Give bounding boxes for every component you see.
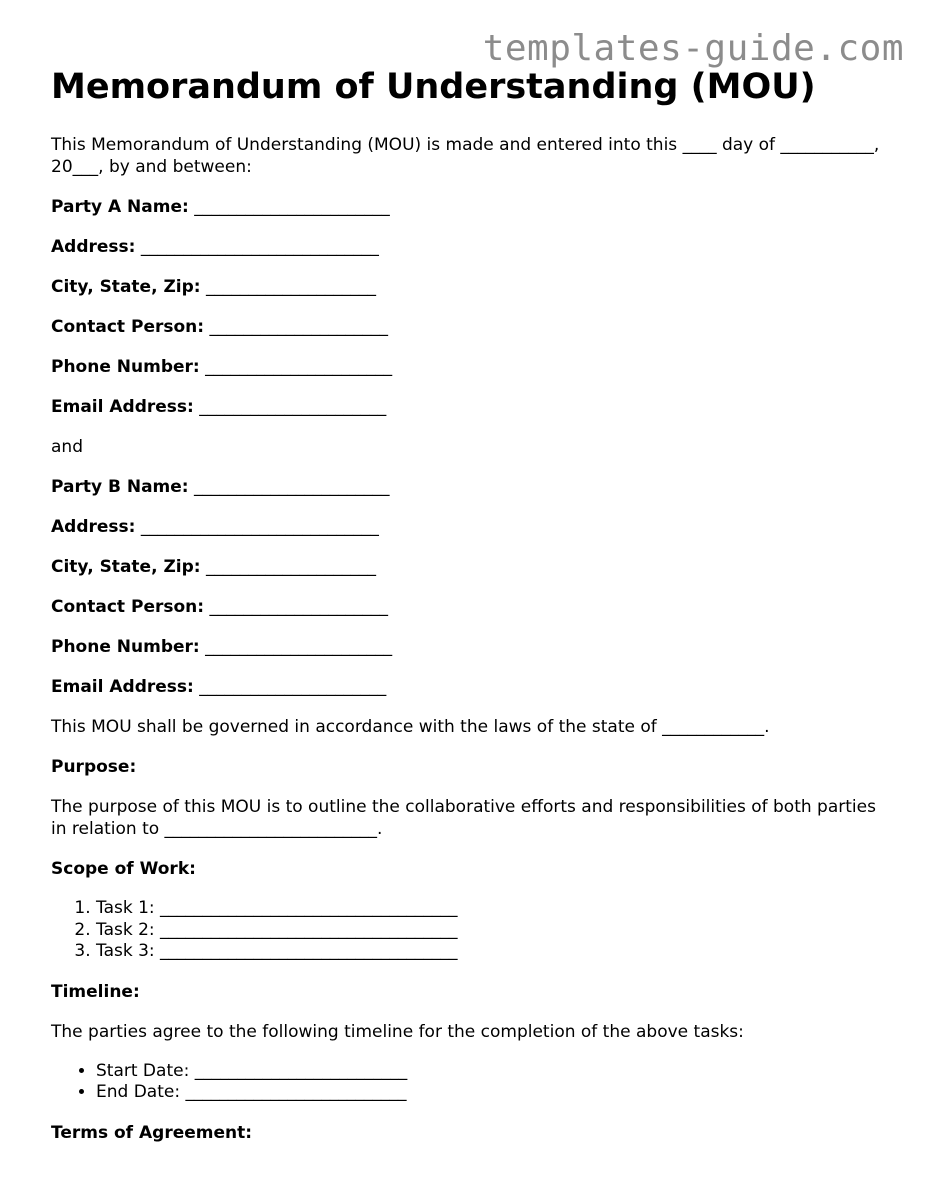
- party-a-phone-field: [51, 356, 891, 378]
- start-date-item: • Start Date: _________________________: [96, 1061, 891, 1083]
- party-a-name-blank: _______________________: [194, 197, 390, 217]
- party-b-city-blank: ____________________: [205, 557, 376, 577]
- end-date-item: • End Date: __________________________: [96, 1082, 891, 1104]
- purpose-paragraph: The purpose of this MOU is to outline the collaborative efforts and responsibilities of both parties in relation to _________________________.: [51, 797, 876, 839]
- purpose-heading: Purpose:: [51, 757, 137, 777]
- party-a-email-label: Email Address:: [51, 397, 194, 417]
- document-page: [51, 64, 891, 1144]
- task-item: 1. Task 1: ___________________________________: [96, 898, 891, 920]
- party-a-city-label: City, State, Zip:: [51, 277, 201, 297]
- date-list: [51, 1061, 891, 1104]
- party-a-contact-blank: _____________________: [209, 317, 388, 337]
- party-a-contact-field: [51, 316, 891, 338]
- party-b-address-field: [51, 516, 891, 538]
- party-a-phone-blank: ______________________: [205, 357, 393, 377]
- party-b-address-label: Address:: [51, 517, 136, 537]
- party-a-email-field: [51, 396, 891, 418]
- task-item: 2. Task 2: ___________________________________: [96, 920, 891, 942]
- party-a-address-label: Address:: [51, 237, 136, 257]
- party-b-contact-field: [51, 596, 891, 618]
- party-a-address-field: [51, 236, 891, 258]
- party-b-city-field: [51, 556, 891, 578]
- party-b-phone-blank: ______________________: [205, 637, 393, 657]
- party-b-email-blank: ______________________: [199, 677, 387, 697]
- party-b-contact-blank: _____________________: [209, 597, 388, 617]
- party-b-city-label: City, State, Zip:: [51, 557, 201, 577]
- and-text: and: [51, 437, 83, 457]
- party-b-email-field: [51, 676, 891, 698]
- party-a-address-blank: ____________________________: [140, 237, 379, 257]
- scope-heading: Scope of Work:: [51, 859, 196, 879]
- terms-heading: Terms of Agreement:: [51, 1122, 253, 1143]
- task-list: [51, 898, 891, 963]
- task-item: 3. Task 3: ___________________________________: [96, 941, 891, 963]
- party-a-name-field: [51, 196, 891, 218]
- document-title: Memorandum of Understanding (MOU): [51, 67, 816, 107]
- party-b-phone-label: Phone Number:: [51, 637, 200, 657]
- party-b-name-field: [51, 476, 891, 498]
- party-b-address-blank: ____________________________: [140, 517, 379, 537]
- party-a-phone-label: Phone Number:: [51, 357, 200, 377]
- party-a-city-blank: ____________________: [205, 277, 376, 297]
- party-a-city-field: [51, 276, 891, 298]
- intro-paragraph: This Memorandum of Understanding (MOU) is made and entered into this ____ day of ___________, 20___, by and between:: [51, 135, 880, 177]
- party-a-email-blank: ______________________: [199, 397, 387, 417]
- party-b-email-label: Email Address:: [51, 677, 194, 697]
- timeline-paragraph: The parties agree to the following timeline for the completion of the above tasks:: [51, 1021, 744, 1042]
- timeline-heading: Timeline:: [51, 981, 140, 1002]
- governing-law-paragraph: This MOU shall be governed in accordance with the laws of the state of ____________.: [51, 717, 770, 737]
- party-b-name-label: Party B Name:: [51, 477, 189, 497]
- party-a-name-label: Party A Name:: [51, 197, 189, 217]
- party-a-contact-label: Contact Person:: [51, 317, 205, 337]
- party-b-phone-field: [51, 636, 891, 658]
- party-b-name-blank: _______________________: [194, 477, 390, 497]
- party-b-contact-label: Contact Person:: [51, 597, 205, 617]
- watermark: templates-guide.com: [482, 28, 904, 69]
